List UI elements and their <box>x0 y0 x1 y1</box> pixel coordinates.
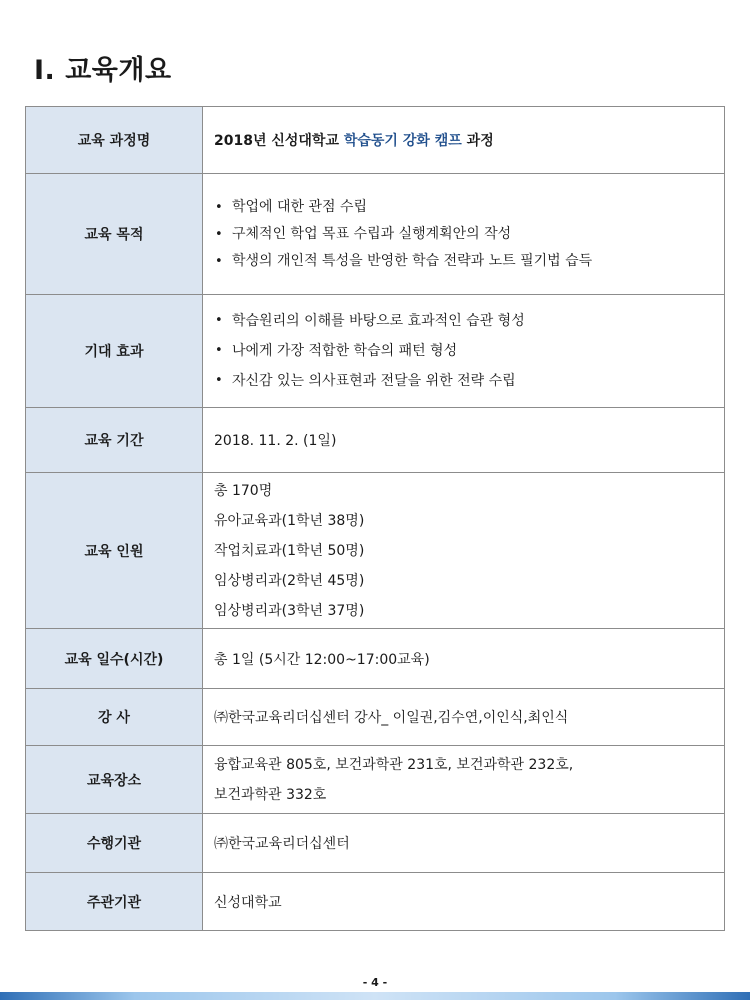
value-course <box>203 107 725 174</box>
value-purpose <box>203 174 725 295</box>
value-instructor: ㈜한국교육리더십센터 강사_ 이일권,김수연,이인식,최인식 <box>203 689 725 746</box>
course-prefix: 2018년 신성대학교 <box>214 133 344 149</box>
label-purpose: 교육 목적 <box>26 174 203 295</box>
table-row-course <box>26 107 725 174</box>
label-venue: 교육장소 <box>26 746 203 814</box>
table-row-instructor <box>26 689 725 746</box>
value-period: 2018. 11. 2. (1일) <box>203 408 725 473</box>
value-venue <box>203 746 725 814</box>
label-period: 교육 기간 <box>26 408 203 473</box>
value-days: 총 1일 (5시간 12:00~17:00교육) <box>203 629 725 689</box>
venue-line: 보건과학관 332호 <box>214 786 327 803</box>
table-row-period <box>26 408 725 473</box>
venue-line: 융합교육관 805호, 보건과학관 231호, 보건과학관 232호, <box>214 756 574 773</box>
people-line: 작업치료과(1학년 50명) <box>214 542 365 559</box>
label-effect: 기대 효과 <box>26 295 203 408</box>
effect-item: • 자신감 있는 의사표현과 전달을 위한 전략 수립 <box>214 366 713 396</box>
purpose-item: • 구체적인 학업 목표 수립과 실행계획안의 작성 <box>214 221 713 248</box>
course-highlight: 학습동기 강화 캠프 <box>343 133 462 149</box>
value-executor: ㈜한국교육리더십센터 <box>203 814 725 873</box>
course-suffix: 과정 <box>461 133 494 149</box>
purpose-item: • 학업에 대한 관점 수립 <box>214 194 713 221</box>
overview-table <box>25 106 725 931</box>
page-number: - 4 - <box>362 976 388 989</box>
footer-band <box>0 992 750 1000</box>
label-people: 교육 인원 <box>26 473 203 629</box>
table-row-days <box>26 629 725 689</box>
effect-item: • 나에게 가장 적합한 학습의 패턴 형성 <box>214 336 713 366</box>
effect-item: • 학습원리의 이해를 바탕으로 효과적인 습관 형성 <box>214 306 713 336</box>
label-days: 교육 일수(시간) <box>26 629 203 689</box>
purpose-item: • 학생의 개인적 특성을 반영한 학습 전략과 노트 필기법 습득 <box>214 248 713 275</box>
table-row-effect <box>26 295 725 408</box>
label-host: 주관기관 <box>26 873 203 931</box>
people-line: 총 170명 <box>214 482 273 499</box>
value-people <box>203 473 725 629</box>
people-line: 임상병리과(2학년 45명) <box>214 572 365 589</box>
table-row-purpose <box>26 174 725 295</box>
table-row-host <box>26 873 725 931</box>
table-row-executor <box>26 814 725 873</box>
value-effect <box>203 295 725 408</box>
table-row-venue <box>26 746 725 814</box>
people-line: 임상병리과(3학년 37명) <box>214 602 365 619</box>
label-instructor: 강 사 <box>26 689 203 746</box>
label-course: 교육 과정명 <box>26 107 203 174</box>
table-row-people <box>26 473 725 629</box>
value-host: 신성대학교 <box>203 873 725 931</box>
people-line: 유아교육과(1학년 38명) <box>214 512 365 529</box>
page-title: I. 교육개요 <box>34 55 172 86</box>
label-executor: 수행기관 <box>26 814 203 873</box>
